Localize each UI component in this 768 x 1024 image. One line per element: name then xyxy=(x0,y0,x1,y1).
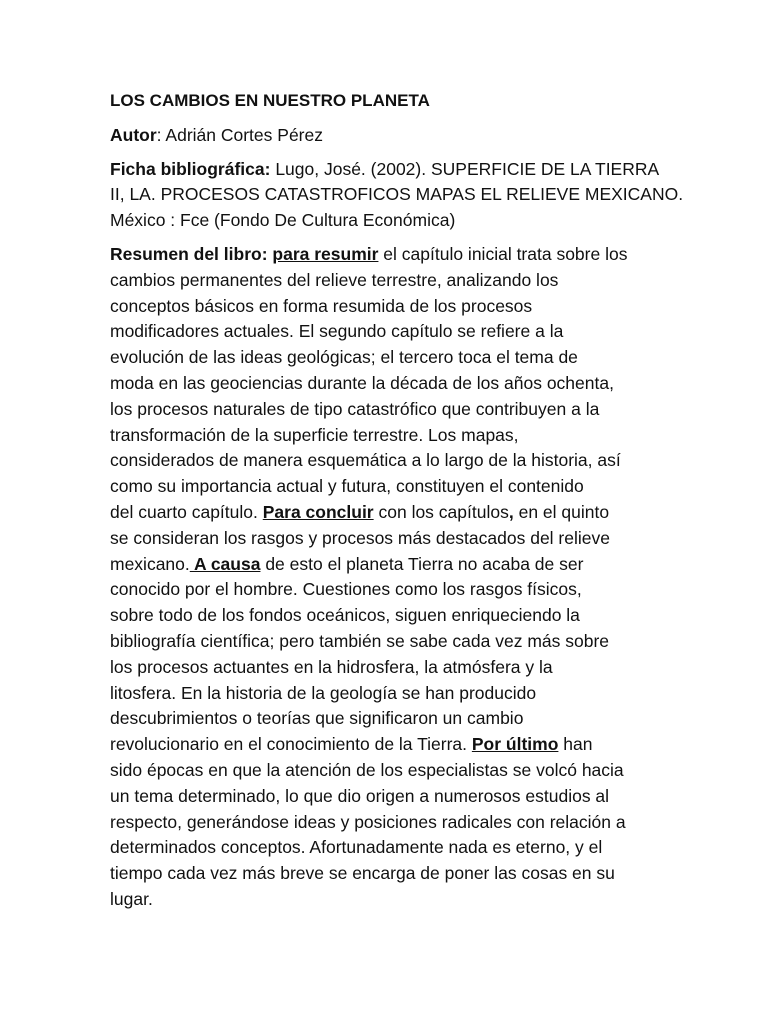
summary-line xyxy=(110,500,670,526)
ficha-text: Lugo, José. (2002). SUPERFICIE DE LA TIERRA xyxy=(270,158,660,179)
author-line xyxy=(110,123,670,149)
connector-por-ultimo: Por último xyxy=(471,734,559,755)
summary-line: sido épocas en que la atención de los especialistas se volcó hacia xyxy=(110,759,624,780)
summary-text: del cuarto capítulo. xyxy=(110,501,263,522)
connector-comma: , xyxy=(508,501,514,522)
summary-text: el capítulo inicial trata sobre los xyxy=(378,243,628,264)
summary-label: Resumen del libro: xyxy=(110,243,268,264)
summary-line: respecto, generándose ideas y posiciones radicales con relación a xyxy=(110,811,626,832)
summary-line: un tema determinado, lo que dio origen a numerosos estudios al xyxy=(110,785,610,806)
document-body xyxy=(110,88,684,921)
summary-line: descubrimientos o teorías que significaron un cambio xyxy=(110,708,524,729)
summary-line xyxy=(110,242,670,268)
summary-text: con los capítulos xyxy=(373,501,509,522)
summary-line xyxy=(110,732,670,758)
summary-line: conocido por el hombre. Cuestiones como los rasgos físicos, xyxy=(110,579,582,600)
summary-line: considerados de manera esquemática a lo largo de la historia, así xyxy=(110,450,621,471)
connector-para-concluir: Para concluir xyxy=(262,501,374,522)
summary-line: conceptos básicos en forma resumida de los procesos xyxy=(110,295,533,316)
ficha-line xyxy=(110,157,670,183)
ficha-line: México : Fce (Fondo De Cultura Económica) xyxy=(110,210,456,231)
summary-text: mexicano. xyxy=(110,553,190,574)
summary-line: cambios permanentes del relieve terrestre, analizando los xyxy=(110,269,559,290)
summary-line: modificadores actuales. El segundo capítulo se refiere a la xyxy=(110,321,564,342)
author-name: : Adrián Cortes Pérez xyxy=(156,124,323,145)
summary-line xyxy=(110,552,670,578)
summary-line: tiempo cada vez más breve se encarga de poner las cosas en su xyxy=(110,863,615,884)
summary-line: transformación de la superficie terrestre. Los mapas, xyxy=(110,424,519,445)
summary-line: determinados conceptos. Afortunadamente nada es eterno, y el xyxy=(110,837,603,858)
summary-line: moda en las geociencias durante la década de los años ochenta, xyxy=(110,372,614,393)
ficha-label: Ficha bibliográfica: xyxy=(110,158,271,179)
summary-text: han xyxy=(558,734,593,755)
summary-line: como su importancia actual y futura, constituyen el contenido xyxy=(110,476,584,497)
summary-line: lugar. xyxy=(110,888,153,909)
summary-line: los procesos actuantes en la hidrosfera, la atmósfera y la xyxy=(110,656,553,677)
summary-line: sobre todo de los fondos oceánicos, siguen enriqueciendo la xyxy=(110,605,580,626)
bibliographic-entry xyxy=(110,157,684,234)
summary-text: en el quinto xyxy=(513,501,610,522)
summary-line: los procesos naturales de tipo catastrófico que contribuyen a la xyxy=(110,398,600,419)
document-title: LOS CAMBIOS EN NUESTRO PLANETA xyxy=(110,91,430,110)
summary-text: de esto el planeta Tierra no acaba de ser xyxy=(260,553,584,574)
book-summary xyxy=(110,242,670,913)
summary-line: evolución de las ideas geológicas; el tercero toca el tema de xyxy=(110,347,578,368)
summary-line: se consideran los rasgos y procesos más destacados del relieve xyxy=(110,527,610,548)
ficha-line: II, LA. PROCESOS CATASTROFICOS MAPAS EL RELIEVE MEXICANO. xyxy=(110,184,684,205)
summary-line: bibliografía científica; pero también se sabe cada vez más sobre xyxy=(110,630,610,651)
connector-para-resumir: para resumir xyxy=(272,243,379,264)
connector-a-causa: A causa xyxy=(189,553,261,574)
summary-text: revolucionario en el conocimiento de la Tierra. xyxy=(110,734,472,755)
summary-line: litosfera. En la historia de la geología se han producido xyxy=(110,682,537,703)
author-label: Autor xyxy=(110,124,157,145)
